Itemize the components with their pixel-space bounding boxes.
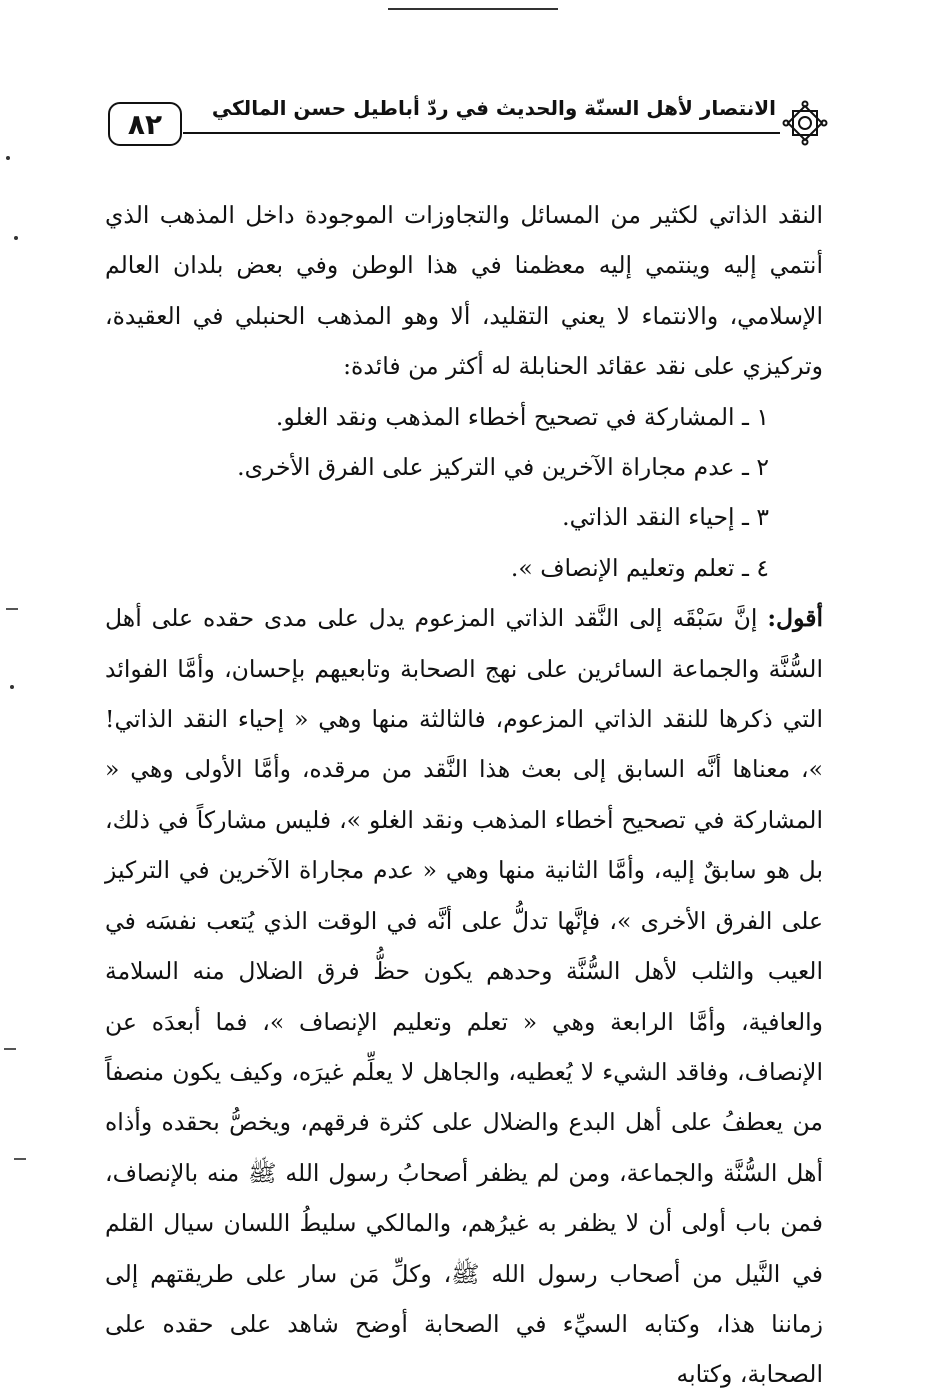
- running-header: [108, 96, 828, 156]
- list-item-2: ٢ ـ عدم مجاراة الآخرين في التركيز على الفرق الأخرى.: [237, 453, 769, 482]
- response-text: إنَّ سَبْقَه إلى النَّقد الذاتي المزعوم يدل على مدى حقده على أهل السُّنَّة والجماعة السائرين على نهج الصحابة وتابعيهم بإحسان، وأمَّا الفوائد التي ذكرها للنقد الذاتي المزعوم، فالثالثة منها وهي « إحياء النقد الذاتي! »، معناها أنَّه السابق إلى بعث هذا النَّقد من مرقده، وأمَّا الأولى وهي « المشاركة في تصحيح أخطاء المذهب ونقد الغلو »، فليس مشاركاً في ذلك، بل هو سابقٌ إليه، وأمَّا الثانية منها وهي « عدم مجاراة الآخرين في التركيز على الفرق الأخرى »، فإنَّها تدلُّ على أنَّه في الوقت الذي يُتعب نفسَه في العيب والثلب لأهل السُّنَّة وحدهم يكون حظُّ فرق الضلال منه السلامة والعافية، وأمَّا الرابعة وهي « تعلم وتعليم الإنصاف »، فما أبعدَه عن الإنصاف، وفاقد الشيء لا يُعطيه، والجاهل لا يعلِّم غيرَه، وكيف يكون منصفاً من يعطفُ على أهل البدع والضلال على كثرة فرقهم، ويخصُّ بحقده وأذاه أهل السُّنَّة والجماعة، ومن لم يظفر أصحابُ رسول الله ﷺ منه بالإنصاف، فمن باب أولى أن لا يظفر به غيرُهم، والمالكي سليطُ اللسان سيال القلم في النَّيل من أصحاب رسول الله ﷺ، وكلِّ مَن سار على طريقتهم إلى زماننا هذا، وكتابه السيِّء في الصحابة أوضح شاهد على حقده على الصحابة، وكتابه: [105, 604, 823, 1389]
- intro-paragraph: النقد الذاتي لكثير من المسائل والتجاوزات الموجودة داخل المذهب الذي أنتمي إليه وينتمي إليه معظمنا في هذا الوطن وفي بعض بلدان العالم الإسلامي، والانتماء لا يعني التقليد، ألا وهو المذهب الحنبلي في العقيدة، وتركيزي على نقد عقائد الحنابلة له أكثر من فائدة:: [105, 201, 823, 381]
- header-rule: [183, 132, 780, 134]
- margin-mark: [4, 1048, 16, 1050]
- list-item-1: ١ ـ المشاركة في تصحيح أخطاء المذهب ونقد الغلو.: [275, 402, 769, 431]
- margin-mark: [6, 608, 18, 610]
- list-item-4: ٤ ـ تعلم وتعليم الإنصاف ».: [510, 553, 769, 582]
- eight-point-star-ornament-icon: [782, 100, 828, 146]
- list-item-3: ٣ ـ إحياء النقد الذاتي.: [562, 503, 769, 532]
- margin-mark: [10, 685, 14, 689]
- scan-edge-line: [388, 8, 558, 10]
- margin-mark: [14, 1158, 26, 1160]
- margin-mark: [6, 156, 10, 160]
- page-number: ٨٢: [127, 107, 163, 141]
- header-title: الانتصار لأهل السنّة والحديث في ردّ أباطيل حسن المالكي: [206, 96, 776, 120]
- margin-mark: [14, 236, 18, 240]
- response-paragraph: [105, 593, 823, 1400]
- response-lead: أقول:: [767, 604, 823, 633]
- page-number-box: [108, 102, 182, 146]
- main-body: [105, 190, 823, 1400]
